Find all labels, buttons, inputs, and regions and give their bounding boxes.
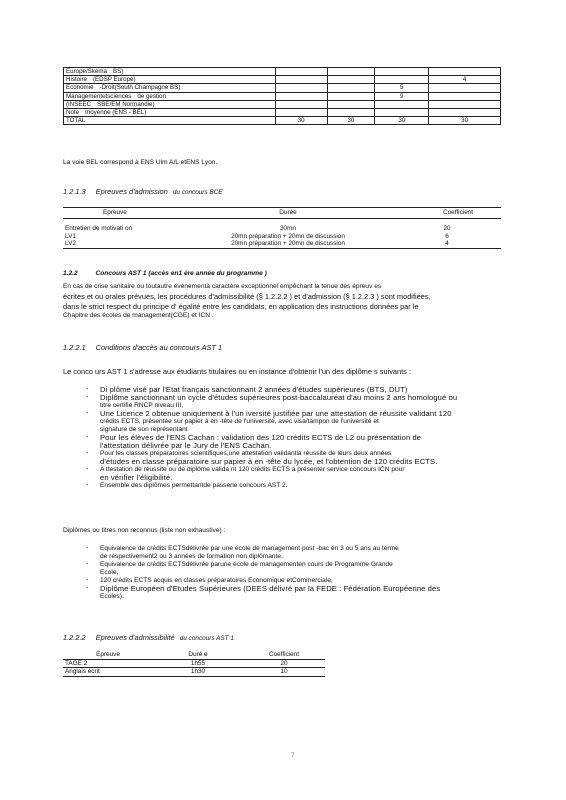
coefficients-table — [63, 67, 501, 125]
table-cell — [429, 84, 501, 92]
table-cell: 4 — [429, 76, 501, 84]
paragraph-line: Chapitre des écoles de management(CGE) et ICN . — [63, 312, 214, 319]
table-header: Epreuve — [63, 651, 153, 659]
list-item-line: de respectivement2 ou 3 années de formation non diplômante, — [100, 553, 283, 560]
bullet-marker: - — [86, 450, 89, 457]
section-heading-1213 — [63, 187, 223, 197]
section-title: Conditions d'accès au concours AST 1 — [95, 343, 223, 352]
table-cell: 5 — [375, 84, 429, 92]
table-cell: 1h55 — [190, 659, 206, 667]
row-label: Histoire — [66, 76, 87, 84]
table-cell: 30 — [275, 117, 327, 125]
table-cell: 30 — [429, 117, 501, 125]
bel-paragraph: La voie BEL correspond à ENS Ulm A/L etENS Lyon. — [63, 159, 218, 166]
list-item-line: Ensemble des diplômes permettantde passerle concours AST 2. — [100, 482, 288, 489]
table-cell — [64, 100, 276, 108]
table-cell: 10 — [243, 668, 325, 677]
row-label: Managementetsciences — [66, 92, 132, 100]
table-cell — [64, 117, 276, 125]
list-item-line: Une Licence 2 obtenue uniquement à l'un iversité justifiée par une attestation de réussite validant 120 — [100, 409, 452, 418]
table-cell: 20 — [443, 225, 451, 232]
table-cell: 20mn préparation + 20mn de discussion — [183, 240, 393, 248]
bullet-marker: - — [86, 561, 89, 568]
list-item-line: Pour les élèves de l'ENS Cachan : validation des 120 crédits ECTS de L2 ou présentation de — [100, 433, 422, 442]
table-cell: 30 — [375, 117, 429, 125]
table-cell — [64, 109, 276, 117]
list-item-line: Diplôme Européen d'Etudes Supérieures (DEES délivré par la FEDE : Fédération Européenne des — [100, 584, 441, 593]
admissibility-ast1-table — [63, 651, 325, 677]
table-cell — [64, 92, 276, 100]
bullet-marker: - — [86, 545, 89, 552]
table-cell: LV1 — [65, 232, 76, 240]
table-cell — [327, 84, 375, 92]
table-header: Coefficient — [243, 651, 325, 659]
table-cell — [275, 109, 327, 117]
admission-bce-table — [63, 207, 501, 249]
row-label-detail: moyenne (ENS - BEL) — [85, 109, 147, 117]
row-label: Economie — [66, 84, 94, 92]
table-cell: Entretien de motivati on — [65, 225, 133, 232]
section-number: 1.2.2.1 — [63, 343, 86, 352]
list-item-line: Ecole, — [100, 569, 119, 576]
table-cell — [275, 84, 327, 92]
table-cell — [275, 76, 327, 84]
row-label-detail: SBE/EM Normandie) — [97, 100, 155, 108]
list-item-line: titre certifié RNCP niveau III, — [100, 402, 184, 409]
table-row — [64, 76, 501, 84]
table-cell: 9 — [375, 92, 429, 100]
section-tail: du concours AST 1 — [179, 635, 234, 642]
row-label-detail: BS) — [112, 68, 124, 75]
table-cell — [429, 92, 501, 100]
section-number: 1.2.2.2 — [63, 633, 86, 642]
section-title: Epreuves d'admission — [95, 187, 168, 196]
section-tail: du concours BCE — [172, 189, 223, 196]
list-item-line: crédits ECTS, présentée sur papier à en -tête de l'université, avec visa/tampon de l'université et — [100, 418, 379, 425]
table-header: Duré e — [153, 651, 243, 659]
section-number: 1.2.2 — [63, 270, 78, 277]
table-cell — [375, 100, 429, 108]
table-header: Durée — [183, 208, 393, 219]
table-cell — [429, 109, 501, 117]
section-heading-1221 — [63, 343, 222, 352]
row-label-detail: -Droit(South Champagne BS) — [99, 84, 181, 92]
table-cell — [429, 68, 501, 76]
table-header: Epreuve — [63, 208, 183, 219]
table-cell: 30 — [327, 117, 375, 125]
conditions-paragraph: Le conco urs AST 1 s'adresse aux étudiants titulaires ou en instance d'obtenir l'un des diplôme s suivants : — [63, 367, 411, 376]
section-heading-122 — [63, 270, 267, 278]
list-item-line: Pour les classes préparatoires scientifiques,une attestation validantla réussite de leurs deux années — [100, 450, 392, 457]
table-cell — [327, 109, 375, 117]
table-cell — [327, 76, 375, 84]
table-cell — [375, 68, 429, 76]
table-row — [64, 109, 501, 117]
page-number: 7 — [291, 752, 295, 759]
list-item-line: 120 crédits ECTS acquis en classes préparatoires Economique etCommerciale, — [100, 577, 333, 584]
table-cell — [327, 100, 375, 108]
bullet-marker: - — [86, 410, 89, 417]
table-cell: 1h30 — [153, 668, 243, 677]
table-cell — [275, 100, 327, 108]
bullet-marker: - — [86, 434, 89, 441]
paragraph-line: écrites et ou orales prévues, les procédures d'admissibilité (§ 1.2.2.2 ) et d'admission (§ 1.2.2.3 ) sont modifiées, — [63, 292, 431, 301]
paragraph-line: dans le strict respect du principe d' égalité entre les candidats, en application des instructions données par le — [63, 302, 419, 311]
row-label-detail: (EDSP Europe) — [92, 76, 136, 84]
section-title: Epreuves d'admissibilité — [95, 633, 175, 642]
list-item-line: Equivalence de crédits ECTSdélivrée par une école de management post -bac en 3 ou 5 ans au terme — [100, 545, 399, 552]
table-cell — [375, 109, 429, 117]
list-item-line: Equivalence de crédits ECTSdélivrée parune école de managementen cours de Programme Grande — [100, 561, 393, 568]
table-cell: 20mn préparation + 20mn de discussion — [231, 232, 345, 240]
row-label-detail: de gestion — [137, 92, 166, 100]
table-cell — [64, 76, 276, 84]
table-cell: 30mn — [280, 225, 296, 232]
bullet-marker: - — [86, 577, 89, 584]
table-row — [64, 68, 501, 76]
table-cell — [375, 76, 429, 84]
table-row — [64, 117, 501, 125]
bullet-marker: - — [86, 386, 89, 393]
table-cell — [327, 92, 375, 100]
table-cell: Anglais écrit — [63, 668, 153, 677]
bullet-marker: - — [86, 585, 89, 592]
table-cell: TAGE 2 — [65, 659, 88, 667]
list-item-line: en vérifier l'éligibilité. — [100, 473, 173, 482]
table-cell — [275, 92, 327, 100]
table-header: Coefficient — [393, 208, 501, 219]
list-item-line: A ttestation de réussite ou de diplôme valida nt 120 crédits ECTS à présenter service concours ICN pour — [100, 466, 405, 473]
paragraph-line: En cas de crise sanitaire ou toutautre événementà caractère exceptionnel empêchant la tenue des épreuv es — [63, 283, 382, 290]
list-item-line: Di plôme visé par l'Etat français sanctionnant 2 années d'études supérieures (BTS, DUT) — [100, 385, 408, 394]
table-cell — [429, 100, 501, 108]
table-row — [64, 92, 501, 100]
diplomas-not-recognised-paragraph: Diplômes ou titres non reconnus (liste non exhaustive) : — [63, 527, 226, 534]
table-cell — [327, 68, 375, 76]
list-item-line: d'études en classe préparatoire sur papier à en -tête du lycée, et l'obtention de 120 crédits ECTS. — [100, 457, 438, 466]
section-heading-1222 — [63, 633, 234, 643]
table-cell — [64, 84, 276, 92]
list-item-line: signature de son représentant — [100, 426, 188, 433]
bullet-marker: - — [86, 466, 89, 473]
table-cell: 6 — [445, 232, 449, 240]
row-label: TOTAL — [66, 117, 86, 125]
list-item-line: Ecoles). — [100, 593, 124, 600]
table-cell — [275, 68, 327, 76]
table-cell — [64, 68, 276, 76]
bullet-marker: - — [86, 394, 89, 401]
table-cell: LV2 — [63, 240, 183, 248]
list-item-line: l'attestation délivrée par le Jury de l'ENS Cachan. — [100, 441, 272, 450]
section-title: Concours AST 1 (accès en1 ère année du programme ) — [95, 270, 267, 277]
row-label: (INSEEC — [66, 100, 92, 108]
table-row — [64, 100, 501, 108]
section-number: 1.2.1.3 — [63, 187, 86, 196]
table-cell: 20 — [280, 659, 288, 667]
row-label: Note — [66, 109, 80, 117]
list-item-line: Diplôme sanctionnant un cycle d'études supérieures post-baccalauréat d'au moins 2 ans homologué ou — [100, 393, 458, 402]
row-label: Europe/Skema — [66, 68, 107, 75]
table-cell: 4 — [393, 240, 501, 248]
table-row — [64, 84, 501, 92]
bullet-marker: - — [86, 482, 89, 489]
